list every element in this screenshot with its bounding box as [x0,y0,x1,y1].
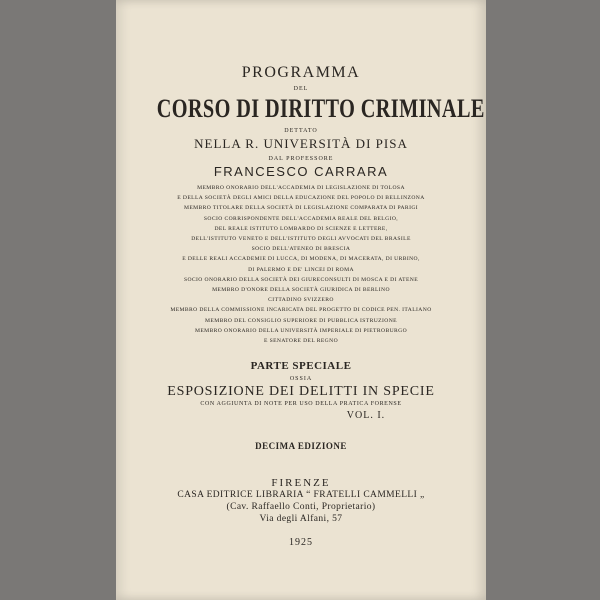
main-title: CORSO DI DIRITTO CRIMINALE [156,94,485,123]
author-credentials [116,183,486,346]
credential-line: CITTADINO SVIZZERO [268,297,334,304]
author-name: FRANCESCO CARRARA [213,164,389,179]
publisher-proprietor: (Cav. Raffaello Conti, Proprietario) [226,502,376,513]
credential-line: SOCIO ONORARIO DELLA SOCIETÀ DEI GIURECONSULTI DI MOSCA E DI ATENE [183,276,419,283]
title-page-content [116,64,486,548]
edition-label: DECIMA EDIZIONE [255,441,347,452]
title-top: PROGRAMMA [241,64,361,81]
aggiunta-line: CON AGGIUNTA DI NOTE PER USO DELLA PRATICA FORENSE [200,401,402,408]
connector-dettato: DETTATO [284,128,318,134]
credential-line: MEMBRO ONORARIO DELLA UNIVERSITÀ IMPERIALE DI PIETROBURGO [194,327,408,334]
credential-line: DELL'ISTITUTO VENETO E DELL'ISTITUTO DEGLI AVVOCATI DEL BRASILE [191,236,411,243]
credential-line: MEMBRO ONORARIO DELL'ACCADEMIA DI LEGISLAZIONE DI TOLOSA [197,185,405,191]
publisher-name: CASA EDITRICE LIBRARIA “ FRATELLI CAMMELLI „ [177,490,425,501]
credential-line: MEMBRO D'ONORE DELLA SOCIETÀ GIURIDICA DI BERLINO [212,287,390,294]
credential-line: E SENATORE DEL REGNO [263,338,339,345]
esposizione-title: ESPOSIZIONE DEI DELITTI IN SPECIE [167,384,435,400]
credential-line: SOCIO CORRISPONDENTE DELL'ACCADEMIA REALE DEL BELGIO, [203,215,399,222]
credential-line: MEMBRO DEL CONSIGLIO SUPERIORE DI PUBBLICA ISTRUZIONE [205,317,397,324]
publication-year: 1925 [289,537,313,549]
credential-line: SOCIO DELL'ATENEO DI BRESCIA [251,246,351,253]
credential-line: DI PALERMO E DE' LINCEI DI ROMA [248,266,354,273]
parte-speciale: PARTE SPECIALE [250,360,352,373]
credential-line: DEL REALE ISTITUTO LOMBARDO DI SCIENZE E LETTERE, [214,225,388,232]
connector-del: DEL [293,86,309,92]
publisher-address: Via degli Alfani, 57 [259,514,343,525]
credential-line: MEMBRO TITOLARE DELLA SOCIETÀ DI LEGISLAZIONE COMPARATA DI PARIGI [183,205,419,212]
volume-number: VOL. I. [346,410,386,422]
book-page [116,0,486,600]
connector-dal-professore: DAL PROFESSORE [268,156,334,162]
connector-ossia: OSSIA [289,376,313,383]
university-line: NELLA R. UNIVERSITÀ DI PISA [194,136,408,151]
credential-line: E DELLE REALI ACCADEMIE DI LUCCA, DI MODENA, DI MACERATA, DI URBINO, [182,256,420,263]
credential-line: E DELLA SOCIETÀ DEGLI AMICI DELLA EDUCAZIONE DEL POPOLO DI BELLINZONA [177,195,425,202]
publisher-city: FIRENZE [271,477,331,490]
credential-line: MEMBRO DELLA COMMISSIONE INCARICATA DEL PROGETTO DI CODICE PEN. ITALIANO [170,307,432,314]
